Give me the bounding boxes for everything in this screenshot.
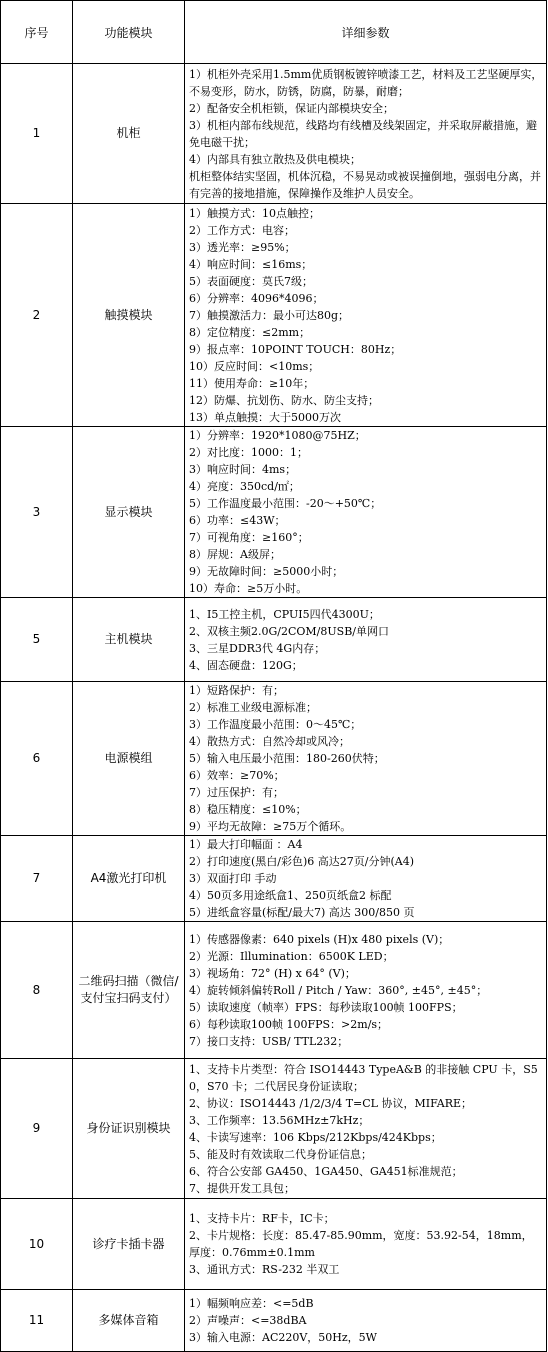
detail-line: 2、协议：ISO14443 /1/2/3/4 T=CL 协议，MIFARE； xyxy=(189,1096,473,1110)
table-row xyxy=(1,598,547,682)
row-number: 9 xyxy=(1,1059,73,1199)
detail-line: 2）光源：Illumination：6500K LED； xyxy=(189,949,394,963)
detail-line: 1）机柜外壳采用1.5mm优质钢板镀锌喷漆工艺，材料及工艺坚硬厚实，不易变形，防水，防锈，防腐，防暴，耐磨； xyxy=(189,67,543,98)
table-row xyxy=(1,204,547,427)
detail-line: 5）工作温度最小范围：-20～+50℃； xyxy=(189,497,382,510)
detail-line: 3、工作频率：13.56MHz±7kHz； xyxy=(189,1113,370,1127)
detail-line: 10）寿命：≥5万小时。 xyxy=(189,582,308,595)
detail-line: 6）效率：≥70%； xyxy=(189,769,285,782)
row-details xyxy=(185,598,547,682)
detail-line: 8）定位精度：≤2mm； xyxy=(189,325,311,339)
row-module: 二维码扫描（微信/支付宝扫码支付） xyxy=(73,922,185,1059)
detail-line: 9）无故障时间：≥5000小时； xyxy=(189,565,344,578)
header-number: 序号 xyxy=(1,1,73,64)
detail-line: 4、固态硬盘：120G； xyxy=(189,658,303,672)
detail-line: 4）旋转倾斜偏转Roll / Pitch / Yaw：360°, ±45°, ±45°； xyxy=(189,983,488,997)
detail-line: 1、I5工控主机，CPUI5四代4300U； xyxy=(189,607,380,621)
row-number: 11 xyxy=(1,1290,73,1352)
row-module: 机柜 xyxy=(73,64,185,204)
row-module: 诊疗卡插卡器 xyxy=(73,1199,185,1290)
detail-line: 3）双面打印 手动 xyxy=(189,872,277,885)
detail-line: 5）读取速度（帧率）FPS：每秒读取100帧 100FPS； xyxy=(189,1000,463,1014)
table-row xyxy=(1,1290,547,1352)
row-number: 6 xyxy=(1,682,73,836)
detail-line: 7、提供开发工具包； xyxy=(189,1181,295,1195)
row-module: 显示模块 xyxy=(73,427,185,598)
detail-line: 4）散热方式：自然冷却或风冷； xyxy=(189,735,350,748)
row-details xyxy=(185,427,547,598)
row-module: 触摸模块 xyxy=(73,204,185,427)
table-row xyxy=(1,836,547,922)
detail-line: 3）透光率：≥95%； xyxy=(189,240,296,254)
row-module: 身份证识别模块 xyxy=(73,1059,185,1199)
detail-line: 7）触摸激活力：最小可达80g； xyxy=(189,308,350,322)
detail-line: 10）反应时间：<10ms； xyxy=(189,359,320,373)
row-details xyxy=(185,1290,547,1352)
detail-line: 1）短路保护：有； xyxy=(189,684,284,697)
detail-line: 9）平均无故障：≥75万个循环。 xyxy=(189,820,352,833)
table-row xyxy=(1,682,547,836)
table-row xyxy=(1,1199,547,1290)
detail-line: 4）50页多用途纸盒1、250页纸盒2 标配 xyxy=(189,889,392,902)
row-details xyxy=(185,1199,547,1290)
row-number: 10 xyxy=(1,1199,73,1290)
row-number: 2 xyxy=(1,204,73,427)
table-row xyxy=(1,1059,547,1199)
row-number: 1 xyxy=(1,64,73,204)
detail-line: 6、符合公安部 GA450、1GA450、GA451标准规范； xyxy=(189,1164,463,1178)
detail-line: 2）声噪声：<=38dBA xyxy=(189,1314,307,1327)
table-header-row xyxy=(1,1,547,64)
detail-line: 2）对比度：1000：1； xyxy=(189,446,308,459)
detail-line: 3）响应时间：4ms； xyxy=(189,463,297,476)
row-module: 电源模组 xyxy=(73,682,185,836)
detail-line: 5、能及时有效读取二代身份证信息； xyxy=(189,1147,372,1161)
detail-line: 3）视场角：72° (H) x 64° (V)； xyxy=(189,966,356,980)
detail-line: 3）输入电源：AC220V，50Hz，5W xyxy=(189,1331,377,1344)
row-details xyxy=(185,922,547,1059)
detail-line: 2）配备安全机柜锁，保证内部模块安全； xyxy=(189,101,394,115)
table-row xyxy=(1,64,547,204)
row-details xyxy=(185,204,547,427)
detail-line: 3、通讯方式：RS-232 半双工 xyxy=(189,1263,340,1276)
row-module: 多媒体音箱 xyxy=(73,1290,185,1352)
detail-line: 9）报点率：10POINT TOUCH：80Hz； xyxy=(189,342,402,356)
detail-line: 1）分辨率：1920*1080@75HZ； xyxy=(189,429,366,442)
row-number: 3 xyxy=(1,427,73,598)
detail-line: 4）内部具有独立散热及供电模块； xyxy=(189,152,361,166)
detail-line: 3）机柜内部布线规范，线路均有线槽及线架固定，并采取屏蔽措施，避免电磁干扰； xyxy=(189,118,537,149)
detail-line: 13）单点触摸：大于5000万次 xyxy=(189,410,341,424)
row-number: 7 xyxy=(1,836,73,922)
detail-line: 6）每秒读取100帧 100FPS：>2m/s； xyxy=(189,1017,389,1031)
detail-line: 2）工作方式：电容； xyxy=(189,223,295,237)
detail-line: 5）表面硬度：莫氏7级； xyxy=(189,274,313,288)
row-details xyxy=(185,64,547,204)
detail-line: 机柜整体结实坚固，机体沉稳，不易晃动或被误撞倒地，强弱电分离，并有完善的接地措施，保障操作及维护人员安全。 xyxy=(189,169,541,200)
detail-line: 4）响应时间：≤16ms； xyxy=(189,257,313,271)
table-row xyxy=(1,922,547,1059)
header-details: 详细参数 xyxy=(185,1,547,64)
row-number: 8 xyxy=(1,922,73,1059)
detail-line: 5）进纸盒容量(标配/最大7) 高达 300/850 页 xyxy=(189,906,415,919)
detail-line: 1）最大打印幅面 ：A4 xyxy=(189,838,303,851)
detail-line: 5）输入电压最小范围：180-260伏特； xyxy=(189,752,385,765)
detail-line: 4、卡读写速率：106 Kbps/212Kbps/424Kbps； xyxy=(189,1130,442,1144)
detail-line: 1、支持卡片：RF卡，IC卡； xyxy=(189,1212,335,1225)
detail-line: 4）亮度：350cd/㎡； xyxy=(189,480,300,493)
header-module: 功能模块 xyxy=(73,1,185,64)
detail-line: 3）工作温度最小范围：0～45℃； xyxy=(189,718,362,731)
detail-line: 8）稳压精度：≤10%； xyxy=(189,803,307,816)
detail-line: 7）接口支持：USB/ TTL232； xyxy=(189,1034,349,1048)
row-module: 主机模块 xyxy=(73,598,185,682)
detail-line: 6）功率：≤43W； xyxy=(189,514,286,527)
row-details xyxy=(185,1059,547,1199)
detail-line: 1）传感器像素：640 pixels (H)x 480 pixels (V)； xyxy=(189,932,450,946)
detail-line: 1）触摸方式：10点触控； xyxy=(189,206,320,220)
detail-line: 2）打印速度(黑白/彩色)6 高达27页/分钟(A4) xyxy=(189,855,415,868)
detail-line: 2、双核主频2.0G/2COM/8USB/单网口 xyxy=(189,624,389,638)
detail-line: 2、卡片规格：长度：85.47-85.90mm，宽度：53.92-54，18mm，厚度：0.76mm±0.1mm xyxy=(189,1229,533,1259)
detail-line: 7）过压保护：有； xyxy=(189,786,284,799)
detail-line: 8）屏规：A级屏； xyxy=(189,548,281,561)
row-details xyxy=(185,836,547,922)
row-details xyxy=(185,682,547,836)
detail-line: 12）防爆、抗划伤、防水、防尘支持； xyxy=(189,393,379,407)
detail-line: 2）标准工业级电源标准； xyxy=(189,701,317,714)
detail-line: 11）使用寿命：≥10年； xyxy=(189,376,315,390)
row-number: 5 xyxy=(1,598,73,682)
detail-line: 1）幅频响应差：<=5dB xyxy=(189,1297,314,1310)
detail-line: 1、支持卡片类型：符合 ISO14443 TypeA&B 的非接触 CPU 卡，S50，S70 卡；二代居民身份证读取； xyxy=(189,1062,538,1093)
table-row xyxy=(1,427,547,598)
detail-line: 3、三星DDR3代 4G内存； xyxy=(189,641,326,655)
detail-line: 7）可视角度：≥160°； xyxy=(189,531,309,544)
detail-line: 6）分辨率：4096*4096； xyxy=(189,291,324,305)
row-module: A4激光打印机 xyxy=(73,836,185,922)
